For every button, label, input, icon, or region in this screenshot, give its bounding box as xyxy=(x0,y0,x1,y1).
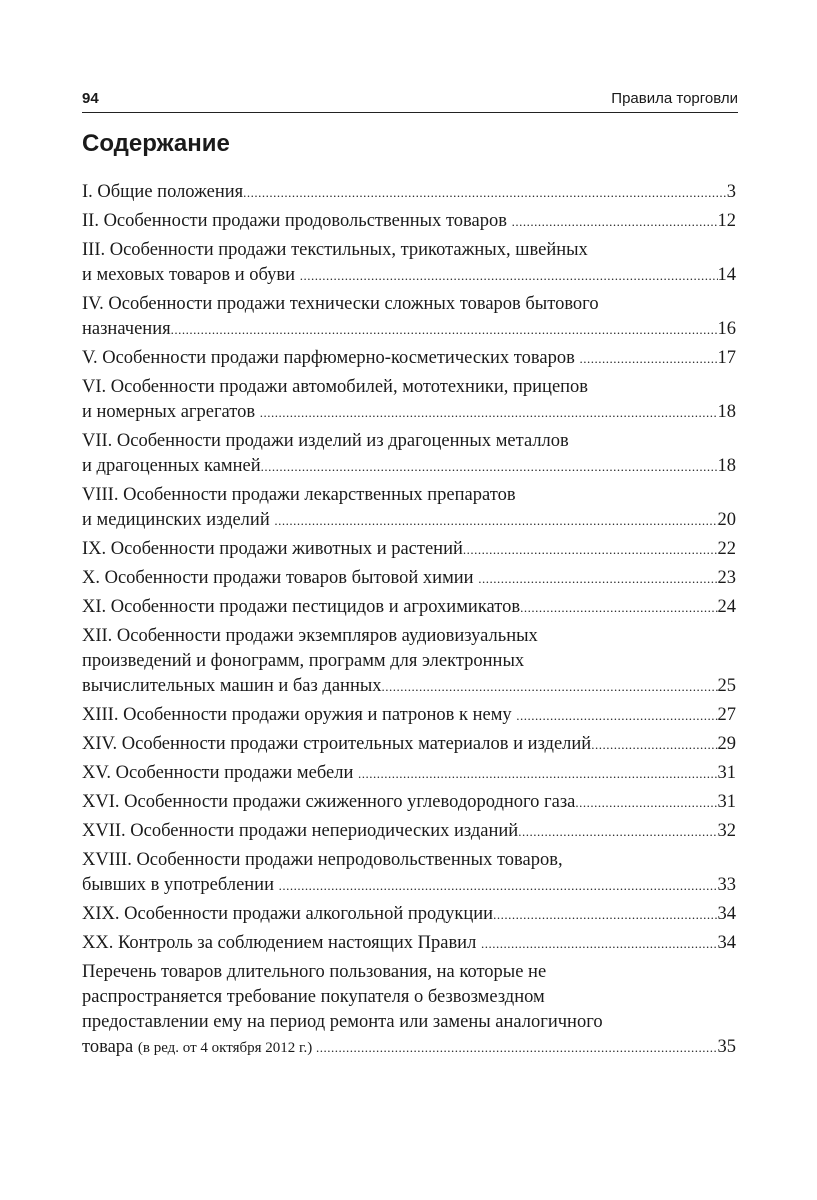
toc-entry-text: VI. Особенности продажи автомобилей, мототехники, прицепов xyxy=(82,377,589,397)
toc-entry-line xyxy=(82,537,736,562)
toc-entry-text: и медицинских изделий xyxy=(82,510,275,530)
dot-leader xyxy=(382,674,718,699)
toc-page-number: 35 xyxy=(717,1037,736,1057)
toc-entry-text: XII. Особенности продажи экземпляров аудиовизуальных xyxy=(82,626,538,646)
toc-entry-text: XVIII. Особенности продажи непродовольственных товаров, xyxy=(82,850,563,870)
toc-page-number: 34 xyxy=(717,933,736,953)
table-of-contents xyxy=(82,180,736,1065)
toc-entry[interactable] xyxy=(82,292,736,342)
toc-entry[interactable] xyxy=(82,346,736,371)
dot-leader xyxy=(518,819,717,844)
toc-entry-text: II. Особенности продажи продовольственных товаров xyxy=(82,211,512,231)
toc-page-number: 31 xyxy=(717,792,736,812)
dot-leader xyxy=(520,595,717,620)
toc-entry-note: (в ред. от 4 октября 2012 г.) xyxy=(137,1040,317,1056)
toc-entry-text: XVII. Особенности продажи непериодических изданий xyxy=(82,821,519,841)
toc-entry[interactable] xyxy=(82,595,736,620)
toc-page-number: 29 xyxy=(717,734,736,754)
toc-entry[interactable] xyxy=(82,483,736,533)
toc-entry[interactable] xyxy=(82,902,736,927)
toc-entry-line xyxy=(82,902,736,927)
toc-entry-line xyxy=(82,819,736,844)
toc-entry[interactable] xyxy=(82,238,736,288)
toc-entry-line xyxy=(82,400,736,425)
toc-entry-line xyxy=(82,1035,736,1061)
page-number: 94 xyxy=(82,90,99,107)
page-header xyxy=(82,86,738,113)
toc-entry-text: распространяется требование покупателя о безвозмездном xyxy=(82,987,545,1007)
toc-entry-text: VIII. Особенности продажи лекарственных препаратов xyxy=(82,485,516,505)
toc-entry-line xyxy=(82,454,736,479)
toc-entry-line xyxy=(82,508,736,533)
toc-page-number: 3 xyxy=(726,182,736,202)
toc-page-number: 31 xyxy=(717,763,736,783)
toc-entry-line xyxy=(82,263,736,288)
toc-entry[interactable] xyxy=(82,732,736,757)
dot-leader xyxy=(243,180,727,205)
toc-page-number: 18 xyxy=(717,456,736,476)
toc-entry-text: и драгоценных камней xyxy=(82,456,261,476)
toc-entry[interactable] xyxy=(82,960,736,1061)
toc-entry-text: IX. Особенности продажи животных и растений xyxy=(82,539,463,559)
toc-page-number: 24 xyxy=(717,597,736,617)
toc-entry-text: XIII. Особенности продажи оружия и патронов к нему xyxy=(82,705,517,725)
toc-entry[interactable] xyxy=(82,703,736,728)
toc-entry-line xyxy=(82,761,736,786)
toc-entry-text: XVI. Особенности продажи сжиженного углеводородного газа xyxy=(82,792,576,812)
toc-entry[interactable] xyxy=(82,761,736,786)
toc-entry-text: товара xyxy=(82,1037,138,1057)
toc-page-number: 14 xyxy=(717,265,736,285)
toc-entry-line xyxy=(82,703,736,728)
dot-leader xyxy=(516,703,717,728)
toc-entry-line xyxy=(82,566,736,591)
toc-entry[interactable] xyxy=(82,790,736,815)
toc-entry-text: III. Особенности продажи текстильных, трикотажных, швейных xyxy=(82,240,588,260)
dot-leader xyxy=(463,537,718,562)
toc-entry-line xyxy=(82,790,736,815)
toc-entry-text: предоставлении ему на период ремонта или замены аналогичного xyxy=(82,1012,603,1032)
dot-leader xyxy=(575,790,717,815)
dot-leader xyxy=(300,263,718,288)
toc-page-number: 12 xyxy=(717,211,736,231)
toc-entry[interactable] xyxy=(82,429,736,479)
toc-entry-line xyxy=(82,931,736,956)
toc-page-number: 23 xyxy=(717,568,736,588)
dot-leader xyxy=(171,317,718,342)
toc-entry[interactable] xyxy=(82,624,736,699)
toc-entry-line xyxy=(82,595,736,620)
toc-entry-text: I. Общие положения xyxy=(82,182,244,202)
toc-entry-line xyxy=(82,346,736,371)
toc-entry-text: XIV. Особенности продажи строительных материалов и изделий xyxy=(82,734,592,754)
dot-leader xyxy=(316,1035,717,1060)
toc-page-number: 25 xyxy=(717,676,736,696)
dot-leader xyxy=(512,209,718,234)
toc-entry[interactable] xyxy=(82,566,736,591)
toc-entry-text: XV. Особенности продажи мебели xyxy=(82,763,358,783)
toc-entry-line xyxy=(82,180,736,205)
dot-leader xyxy=(478,566,717,591)
toc-entry-text: и меховых товаров и обуви xyxy=(82,265,300,285)
toc-page-number: 32 xyxy=(717,821,736,841)
dot-leader xyxy=(493,902,717,927)
toc-entry-text: Перечень товаров длительного пользования, на которые не xyxy=(82,962,547,982)
dot-leader xyxy=(591,732,717,757)
toc-page-number: 20 xyxy=(717,510,736,530)
dot-leader xyxy=(279,873,718,898)
toc-entry-text: VII. Особенности продажи изделий из драгоценных металлов xyxy=(82,431,569,451)
toc-entry-text: и номерных агрегатов xyxy=(82,402,260,422)
toc-page-number: 22 xyxy=(717,539,736,559)
running-title: Правила торговли xyxy=(611,90,738,107)
toc-entry-text: назначения xyxy=(82,319,171,339)
toc-entry-line xyxy=(82,674,736,699)
toc-entry-line xyxy=(82,873,736,898)
toc-entry[interactable] xyxy=(82,848,736,898)
toc-entry[interactable] xyxy=(82,931,736,956)
toc-entry-text: произведений и фонограмм, программ для электронных xyxy=(82,651,525,671)
dot-leader xyxy=(358,761,718,786)
toc-entry[interactable] xyxy=(82,537,736,562)
toc-entry-line xyxy=(82,209,736,234)
toc-entry-line xyxy=(82,732,736,757)
toc-entry-text: XX. Контроль за соблюдением настоящих Правил xyxy=(82,933,481,953)
dot-leader xyxy=(481,931,718,956)
toc-entry-text: вычислительных машин и баз данных xyxy=(82,676,382,696)
toc-entry-line xyxy=(82,317,736,342)
toc-entry[interactable] xyxy=(82,819,736,844)
toc-entry-text: IV. Особенности продажи технически сложных товаров бытового xyxy=(82,294,599,314)
toc-entry-text: V. Особенности продажи парфюмерно-косметических товаров xyxy=(82,348,580,368)
toc-entry-text: XIX. Особенности продажи алкогольной продукции xyxy=(82,904,494,924)
dot-leader xyxy=(274,508,717,533)
page-title: Содержание xyxy=(82,130,230,157)
toc-page-number: 16 xyxy=(717,319,736,339)
toc-entry[interactable] xyxy=(82,209,736,234)
toc-page-number: 18 xyxy=(717,402,736,422)
dot-leader xyxy=(260,400,718,425)
toc-page-number: 33 xyxy=(717,875,736,895)
dot-leader xyxy=(579,346,717,371)
toc-entry[interactable] xyxy=(82,375,736,425)
toc-page-number: 17 xyxy=(717,348,736,368)
toc-entry-text: XI. Особенности продажи пестицидов и агрохимикатов xyxy=(82,597,521,617)
toc-page-number: 34 xyxy=(717,904,736,924)
toc-entry-text: X. Особенности продажи товаров бытовой химии xyxy=(82,568,479,588)
toc-entry[interactable] xyxy=(82,180,736,205)
toc-entry-text: бывших в употреблении xyxy=(82,875,279,895)
toc-page-number: 27 xyxy=(717,705,736,725)
dot-leader xyxy=(261,454,718,479)
